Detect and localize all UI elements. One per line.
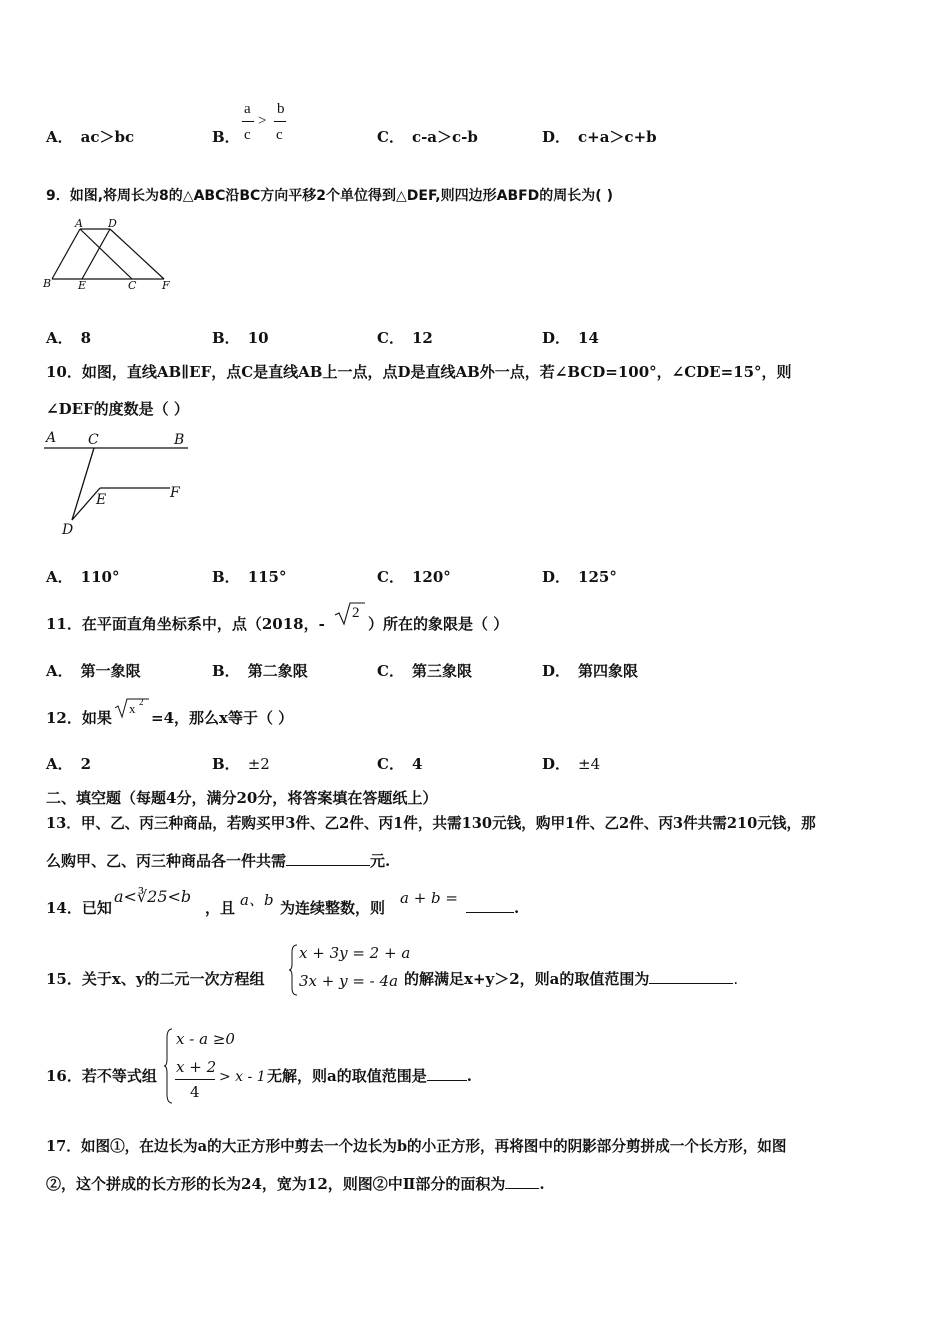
fraction-denominator: c: [276, 127, 283, 143]
option-label: D．: [542, 128, 571, 146]
q10-option-a: [46, 567, 119, 587]
q9-figure: [40, 215, 180, 295]
q12-stem-post: =4，那么x等于（ ）: [151, 709, 294, 727]
q14-variables: a、b: [240, 891, 274, 909]
point-label-b: B: [174, 432, 185, 448]
option-text: 120°: [411, 568, 451, 586]
q14-end: .: [514, 899, 520, 917]
q12-stem-pre: 12．如果: [46, 709, 112, 727]
option-label: D．: [542, 329, 571, 347]
option-text: ac＞bc: [80, 128, 135, 146]
option-text: 8: [80, 329, 92, 347]
q13-line2-text: 么购甲、乙、丙三种商品各一件共需: [46, 852, 287, 870]
option-text: 14: [578, 329, 599, 347]
option-label: C．: [377, 755, 404, 773]
q16-fraction-numerator: x + 2: [176, 1058, 217, 1076]
option-label: C．: [377, 128, 404, 146]
q17-line1: 17．如图①，在边长为a的大正方形中剪去一个边长为b的小正方形，再将图中的阴影部分剪拼成一个长方形，如图: [46, 1138, 787, 1155]
option-label: A．: [46, 329, 73, 347]
option-text: ±2: [247, 755, 270, 773]
fraction-bar: [242, 121, 254, 122]
q10-option-d: [542, 567, 617, 587]
q14-pre: 14．已知: [46, 899, 112, 917]
sqrt-radicand: x: [129, 701, 136, 716]
fraction-numerator: b: [277, 101, 285, 117]
q12-option-a: [46, 754, 91, 774]
option-label: B．: [212, 568, 240, 586]
q16-fraction-denominator: 4: [190, 1083, 200, 1101]
option-label: D．: [542, 755, 571, 773]
exponent: 2: [139, 697, 144, 707]
fraction-bar: [274, 121, 286, 122]
q14-mid1: ，且: [205, 899, 236, 917]
left-brace-icon: [164, 1028, 174, 1104]
option-label: B．: [212, 329, 240, 347]
sqrt-radical-sign: [333, 600, 367, 626]
answer-blank[interactable]: [505, 1174, 539, 1189]
q14-blank-wrap: [466, 898, 519, 918]
option-text: 2: [80, 755, 92, 773]
section-heading-fill-in: 二、填空题（每题4分，满分20分，将答案填在答题纸上）: [46, 789, 438, 807]
option-text: c+a＞c+b: [578, 128, 657, 146]
q8-option-b-expression: [240, 101, 290, 149]
q11-option-a: [46, 661, 141, 681]
fraction-bar: [175, 1079, 215, 1080]
q9-option-a: [46, 328, 91, 348]
q9-option-c: [377, 328, 433, 348]
q13-line2: [46, 851, 390, 871]
option-label: A．: [46, 662, 73, 680]
q17-line2: ②，这个拼成的长方形的长为24，宽为12，则图②中Ⅱ部分的面积为: [46, 1175, 506, 1193]
q15-end: .: [733, 970, 739, 988]
q16-post-wrap: [267, 1066, 472, 1086]
point-label-a: A: [75, 217, 83, 230]
q8-option-d: [542, 127, 657, 147]
answer-blank[interactable]: [427, 1066, 467, 1081]
q14-sum-expression: a + b =: [400, 889, 458, 907]
q16-end: .: [466, 1067, 472, 1085]
q15-pre: 15．关于x、y的二元一次方程组: [46, 970, 265, 988]
option-text: ±4: [578, 755, 601, 773]
point-label-b: B: [43, 277, 52, 290]
q11-stem-pre: 11．在平面直角坐标系中，点（2018，-: [46, 615, 325, 633]
greater-than-sign: >: [258, 113, 267, 129]
q9-option-b: [212, 328, 269, 348]
option-text: 10: [247, 329, 269, 347]
q10-figure: [40, 426, 200, 541]
point-label-c: C: [88, 432, 99, 448]
option-text: 125°: [578, 568, 617, 586]
q9-option-d: [542, 328, 599, 348]
q11-option-d: [542, 661, 638, 681]
answer-blank[interactable]: [286, 851, 370, 866]
point-label-e: E: [78, 279, 87, 292]
option-label: D．: [542, 662, 571, 680]
q11-option-b: [212, 661, 308, 681]
fraction-numerator: a: [244, 101, 251, 117]
point-label-d: D: [108, 217, 117, 230]
sqrt-radicand: 2: [352, 605, 360, 621]
q8-option-a: [46, 127, 134, 147]
q9-stem: 9．如图,将周长为8的△ABC沿BC方向平移2个单位得到△DEF,则四边形ABFD的周长为( ): [46, 188, 613, 204]
option-text: 第二象限: [247, 662, 308, 680]
option-label: B．: [212, 755, 240, 773]
option-label: A．: [46, 755, 73, 773]
option-label: B．: [212, 662, 240, 680]
q15-post: 的解满足x+y＞2，则a的取值范围为: [404, 970, 650, 988]
q12-option-b: [212, 754, 270, 774]
q15-equation-2: 3x + y = - 4a: [299, 972, 399, 990]
q10-option-b: [212, 567, 287, 587]
q17-end: .: [539, 1175, 545, 1193]
option-text: 第四象限: [578, 662, 639, 680]
answer-blank[interactable]: [649, 969, 733, 984]
q13-line1: 13．甲、乙、丙三种商品，若购买甲3件、乙2件、丙1件，共需130元钱，购甲1件、乙2件、丙3件共需210元钱，那: [46, 815, 816, 832]
option-text: 第三象限: [411, 662, 472, 680]
q17-line2-wrap: [46, 1174, 545, 1194]
option-label: A．: [46, 128, 73, 146]
q12-option-c: [377, 754, 422, 774]
point-label-e: E: [96, 492, 107, 508]
q11-option-c: [377, 661, 472, 681]
q14-mid2: 为连续整数，则: [280, 899, 386, 917]
q16-inequality-1: x - a ≥0: [176, 1030, 235, 1048]
left-brace-icon: [289, 944, 299, 996]
option-text: 4: [411, 755, 423, 773]
answer-blank[interactable]: [466, 898, 514, 913]
option-label: D．: [542, 568, 571, 586]
q13-line2-end: 元.: [370, 852, 391, 870]
fraction-denominator: c: [244, 127, 251, 143]
point-label-f: F: [170, 485, 180, 501]
q16-post: 无解，则a的取值范围是: [267, 1067, 427, 1085]
point-label-d: D: [62, 522, 74, 538]
q11-sqrt: [333, 600, 367, 626]
q8-option-c: [377, 127, 478, 147]
option-label: B．: [212, 128, 240, 146]
option-label: C．: [377, 662, 404, 680]
point-label-f: F: [162, 279, 170, 292]
q12-sqrt: [113, 696, 151, 720]
q15-equation-1: x + 3y = 2 + a: [299, 944, 411, 962]
option-text: 115°: [247, 568, 287, 586]
option-text: 12: [411, 329, 433, 347]
point-label-c: C: [128, 279, 137, 292]
q10-stem-line2: ∠DEF的度数是（ ）: [46, 400, 189, 418]
q16-pre: 16．若不等式组: [46, 1067, 157, 1085]
q11-stem-post: ）所在的象限是（ ）: [368, 615, 509, 633]
q16-inequality-2-rest: > x - 1: [219, 1069, 266, 1085]
q10-option-c: [377, 567, 451, 587]
point-label-a: A: [46, 430, 57, 446]
option-label: C．: [377, 568, 404, 586]
q10-stem-line1: 10．如图，直线AB∥EF，点C是直线AB上一点，点D是直线AB外一点，若∠BCD=100°，∠CDE=15°，则: [46, 363, 792, 381]
option-text: c-a＞c-b: [411, 128, 478, 146]
option-text: 第一象限: [80, 662, 141, 680]
option-label: C．: [377, 329, 404, 347]
q15-post-wrap: [404, 969, 738, 989]
q12-option-d: [542, 754, 600, 774]
q14-inequality: a<∛25<b: [114, 887, 192, 906]
option-label: A．: [46, 568, 73, 586]
option-text: 110°: [80, 568, 120, 586]
